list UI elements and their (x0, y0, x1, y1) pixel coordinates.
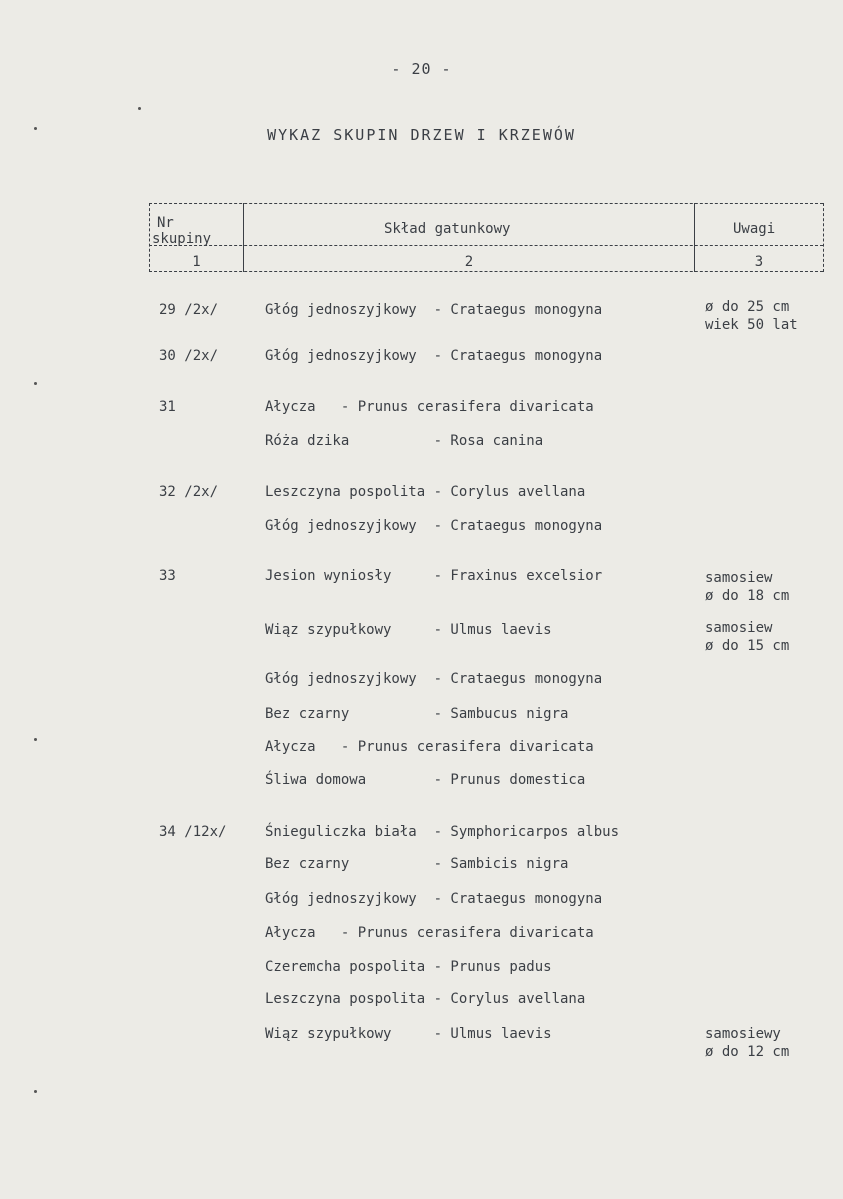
species-entry: Wiąz szypułkowy - Ulmus laevis (265, 622, 552, 638)
remark-line: ø do 15 cm (705, 638, 790, 654)
col2-header: Skład gatunkowy (384, 221, 511, 237)
remark-29 (705, 298, 798, 334)
remark-line: samosiew (705, 620, 773, 636)
species-entry: Głóg jednoszyjkowy - Crataegus monogyna (265, 671, 603, 687)
table-top-border (149, 203, 823, 204)
group-nr-34: 34 /12x/ (159, 824, 227, 840)
page-number: - 20 - (391, 60, 452, 78)
remark-33-jesion (705, 569, 789, 605)
group-nr-29: 29 /2x/ (159, 302, 219, 318)
species-entry: Głóg jednoszyjkowy - Crataegus monogyna (265, 518, 603, 534)
species-entry: Głóg jednoszyjkowy - Crataegus monogyna (265, 891, 603, 907)
col3-number: 3 (754, 254, 764, 270)
scan-speck (34, 382, 37, 385)
species-entry: Ałycza - Prunus cerasifera divaricata (265, 739, 594, 755)
col1-header-line2: skupiny (152, 231, 212, 247)
col3-header: Uwagi (733, 221, 776, 237)
scan-speck (138, 107, 141, 110)
remark-line: wiek 50 lat (705, 317, 798, 333)
species-entry: Śnieguliczka biała - Symphoricarpos albus (265, 824, 620, 840)
group-nr-30: 30 /2x/ (159, 348, 219, 364)
remark-33-wiaz (705, 619, 789, 655)
remark-line: samosiewy (705, 1026, 781, 1042)
col1-header-line1: Nr (157, 215, 174, 231)
group-nr-31: 31 (159, 399, 176, 415)
scan-speck (34, 738, 37, 741)
page-title: WYKAZ SKUPIN DRZEW I KRZEWÓW (267, 126, 576, 144)
species-entry: Jesion wyniosły - Fraxinus excelsior (265, 568, 603, 584)
species-entry: Wiąz szypułkowy - Ulmus laevis (265, 1026, 552, 1042)
species-entry: Róża dzika - Rosa canina (265, 433, 544, 449)
species-entry: Leszczyna pospolita - Corylus avellana (265, 484, 586, 500)
species-entry: Leszczyna pospolita - Corylus avellana (265, 991, 586, 1007)
remark-line: samosiew (705, 570, 773, 586)
remark-34-wiaz (705, 1025, 789, 1061)
remark-line: ø do 25 cm (705, 299, 790, 315)
col1-number: 1 (192, 254, 201, 270)
species-entry: Śliwa domowa - Prunus domestica (265, 772, 586, 788)
species-entry: Czeremcha pospolita - Prunus padus (265, 959, 552, 975)
table-header-divider (149, 245, 823, 246)
remark-line: ø do 12 cm (705, 1044, 790, 1060)
group-nr-32: 32 /2x/ (159, 484, 219, 500)
species-entry: Ałycza - Prunus cerasifera divaricata (265, 925, 594, 941)
scan-speck (34, 1090, 37, 1093)
species-entry: Bez czarny - Sambicis nigra (265, 856, 569, 872)
table-right-border (823, 203, 824, 272)
group-nr-33: 33 (159, 568, 176, 584)
species-entry: Ałycza - Prunus cerasifera divaricata (265, 399, 594, 415)
scan-speck (34, 127, 37, 130)
species-entry: Głóg jednoszyjkowy - Crataegus monogyna (265, 348, 603, 364)
col2-number: 2 (464, 254, 474, 270)
species-entry: Bez czarny - Sambucus nigra (265, 706, 569, 722)
species-entry: Głóg jednoszyjkowy - Crataegus monogyna (265, 302, 603, 318)
remark-line: ø do 18 cm (705, 588, 790, 604)
table-bottom-border (149, 271, 823, 272)
